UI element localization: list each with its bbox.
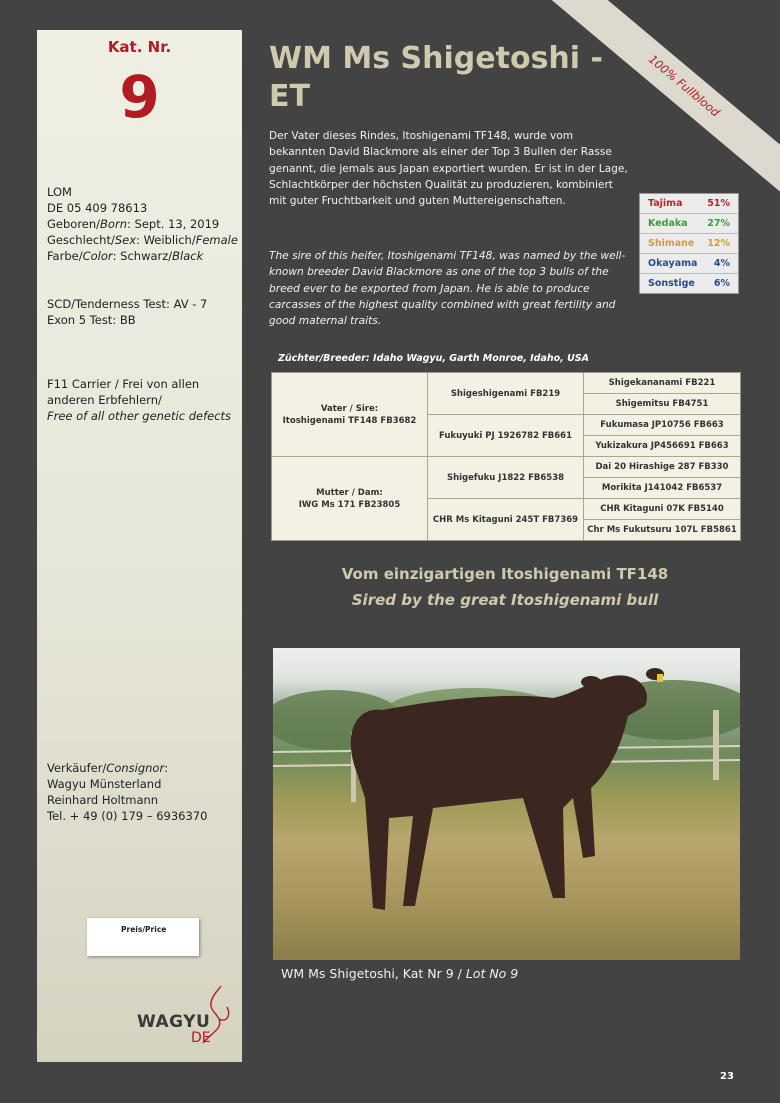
pedigree-dam: Mutter / Dam: IWG Ms 171 FB23805 bbox=[272, 457, 428, 540]
pedigree-gen3-2: Shigemitsu FB4751 bbox=[584, 394, 740, 415]
born-line: Geboren/Born: Sept. 13, 2019 bbox=[47, 217, 220, 231]
pedigree-gen2-1: Shigeshigenami FB219 bbox=[428, 373, 584, 415]
pedigree-table bbox=[271, 372, 741, 541]
color-line: Farbe/Color: Schwarz/Black bbox=[47, 249, 204, 263]
consignor-phone: Tel. + 49 (0) 179 – 6936370 bbox=[47, 809, 208, 823]
breeder-line: Züchter/Breeder: Idaho Wagyu, Garth Monroe, Idaho, USA bbox=[278, 353, 589, 364]
bloodline-name: Kedaka bbox=[648, 218, 688, 229]
description-german: Der Vater dieses Rindes, Itoshigenami TF148, wurde vom bekannten David Blackmore als einer der Top 3 Bullen der Rasse genannt, die jemals aus Japan exportiert wurden. Er ist in der Lage, Schlachtkörper der höchsten Qualität zu produzieren, kombiniert mit guter Fruchtbarkeit und guten Muttereigenschaften. bbox=[269, 130, 628, 208]
lom-label: LOM bbox=[47, 185, 72, 199]
wagyu-logo: WAGYU DE bbox=[137, 985, 237, 1055]
scd-test: SCD/Tenderness Test: AV - 7 bbox=[47, 297, 208, 311]
bloodline-name: Tajima bbox=[648, 198, 683, 209]
consignor-person: Reinhard Holtmann bbox=[47, 793, 159, 807]
kat-number: 9 bbox=[119, 63, 160, 131]
bloodline-row bbox=[640, 234, 738, 254]
bloodline-name: Okayama bbox=[648, 258, 698, 269]
page-number: 23 bbox=[720, 1071, 734, 1082]
photo-caption: WM Ms Shigetoshi, Kat Nr 9 / Lot No 9 bbox=[281, 966, 519, 981]
animal-details bbox=[47, 184, 238, 264]
pedigree-gen3-4: Yukizakura JP456691 FB663 bbox=[584, 436, 740, 457]
subtitle-german: Vom einzigartigen Itoshigenami TF148 bbox=[341, 565, 669, 583]
pedigree-gen3-3: Fukumasa JP10756 FB663 bbox=[584, 415, 740, 436]
pedigree-gen2-4: CHR Ms Kitaguni 245T FB7369 bbox=[428, 499, 584, 540]
bloodline-name: Shimane bbox=[648, 238, 695, 249]
bloodline-row bbox=[640, 254, 738, 274]
fullblood-ribbon-text: 100% Fullblood bbox=[646, 52, 723, 120]
sex-line: Geschlecht/Sex: Weiblich/Female bbox=[47, 233, 238, 247]
description-english: The sire of this heifer, Itoshigenami TF148, was named by the well-known breeder David Blackmore as one of the top 3 bulls of the breed ever to be exported from Japan. He is able to produce carcasses of the highest quality combined with great fertility and good maternal traits. bbox=[269, 250, 626, 328]
bloodline-value: 12% bbox=[707, 238, 730, 249]
price-label: Preis/Price bbox=[121, 925, 167, 934]
pedigree-gen2-3: Shigefuku J1822 FB6538 bbox=[428, 457, 584, 499]
subtitle-english: Sired by the great Itoshigenami bull bbox=[351, 591, 659, 609]
cow-illustration bbox=[273, 648, 740, 960]
bloodline-row bbox=[640, 214, 738, 234]
pedigree-sire: Vater / Sire: Itoshigenami TF148 FB3682 bbox=[272, 373, 428, 457]
genetic-defects: F11 Carrier / Frei von allen anderen Erbfehlern/ Free of all other genetic defects bbox=[47, 377, 232, 423]
test-results bbox=[47, 296, 207, 328]
heifer-photo bbox=[273, 648, 740, 960]
bloodline-value: 4% bbox=[713, 258, 730, 269]
sidebar-panel bbox=[37, 30, 242, 1062]
bloodline-name: Sonstige bbox=[648, 278, 695, 289]
bloodline-value: 6% bbox=[713, 278, 730, 289]
page-title: WM Ms Shigetoshi - ET bbox=[269, 41, 603, 114]
kat-label: Kat. Nr. bbox=[107, 38, 172, 56]
consignor-info bbox=[47, 760, 207, 824]
bloodline-table bbox=[639, 193, 739, 294]
consignor-name: Wagyu Münsterland bbox=[47, 777, 162, 791]
pedigree-gen3-6: Morikita J141042 FB6537 bbox=[584, 478, 740, 499]
pedigree-gen3-7: CHR Kitaguni 07K FB5140 bbox=[584, 499, 740, 520]
pedigree-gen3-8: Chr Ms Fukutsuru 107L FB5861 bbox=[587, 525, 737, 535]
bloodline-row bbox=[640, 274, 738, 293]
consignor-label: Verkäufer/Consignor: bbox=[47, 761, 169, 775]
bloodline-value: 51% bbox=[707, 198, 730, 209]
ear-tag: DE 05 409 78613 bbox=[47, 201, 148, 215]
price-box bbox=[87, 918, 199, 956]
exon-test: Exon 5 Test: BB bbox=[47, 313, 136, 327]
pedigree-gen2-2: Fukuyuki PJ 1926782 FB661 bbox=[428, 415, 584, 457]
pedigree-gen3-1: Shigekananami FB221 bbox=[584, 373, 740, 394]
bloodline-row bbox=[640, 194, 738, 214]
pedigree-gen3-5: Dai 20 Hirashige 287 FB330 bbox=[584, 457, 740, 478]
bloodline-value: 27% bbox=[707, 218, 730, 229]
